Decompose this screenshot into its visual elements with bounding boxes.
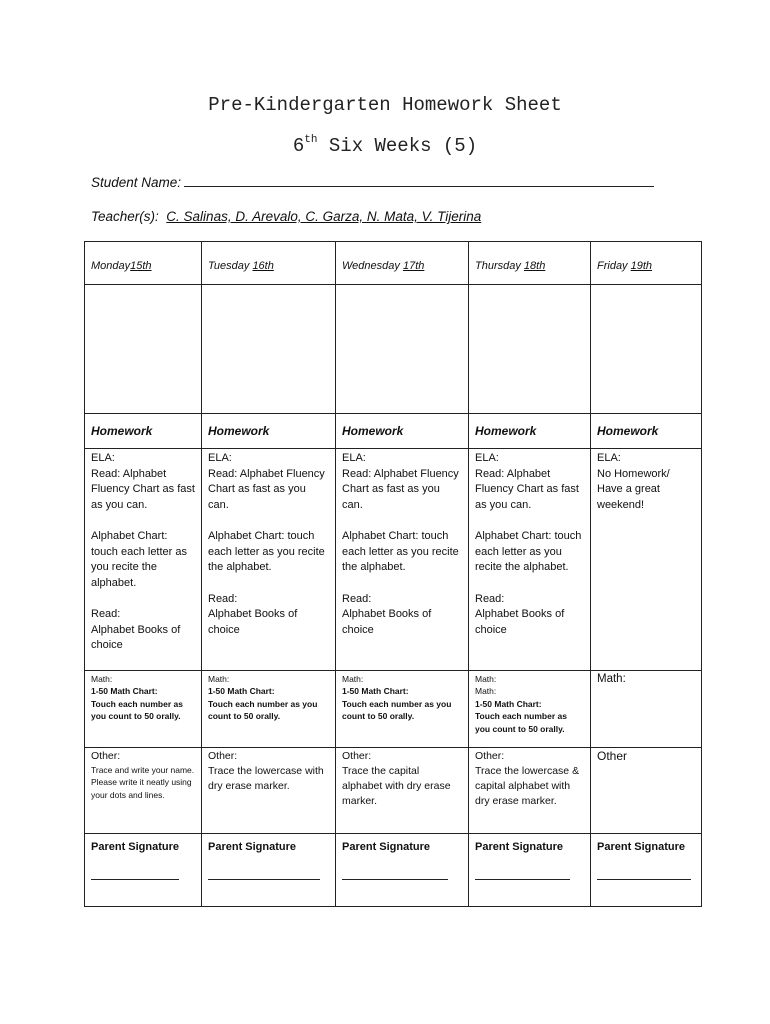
- signature-row: [85, 833, 702, 906]
- day-header: Thursday 18th: [469, 242, 591, 285]
- homework-table: [84, 241, 702, 907]
- homework-label: Homework: [85, 414, 202, 449]
- page-title: Pre-Kindergarten Homework Sheet: [208, 94, 562, 116]
- signature-line[interactable]: [597, 879, 691, 880]
- ela-row: [85, 449, 702, 671]
- math-cell: Math: 1-50 Math Chart: Touch each number as you count to 50 orally.: [202, 670, 336, 747]
- day-header: Tuesday 16th: [202, 242, 336, 285]
- math-cell: Math: 1-50 Math Chart: Touch each number as you count to 50 orally.: [85, 670, 202, 747]
- homework-label: Homework: [591, 414, 702, 449]
- blank-cell[interactable]: [591, 285, 702, 414]
- blank-cell[interactable]: [469, 285, 591, 414]
- ela-cell: ELA: Read: Alphabet Fluency Chart as fast as you can. Alphabet Chart: touch each letter as you recite the alphabet. Read: Alphabet Books of choice: [469, 449, 591, 671]
- math-row: [85, 670, 702, 747]
- teachers-line: [91, 209, 481, 224]
- other-cell: Other: Trace and write your name. Please write it neatly using your dots and lines.: [85, 747, 202, 833]
- student-name-field[interactable]: [91, 174, 654, 190]
- signature-line[interactable]: [342, 879, 448, 880]
- homework-label: Homework: [202, 414, 336, 449]
- math-cell: Math: Math: 1-50 Math Chart: Touch each number as you count to 50 orally.: [469, 670, 591, 747]
- signature-cell[interactable]: Parent Signature: [336, 833, 469, 906]
- ela-cell: ELA: Read: Alphabet Fluency Chart as fast as you can. Alphabet Chart: touch each letter as you recite the alphabet. Read: Alphabet Books of choice: [336, 449, 469, 671]
- day-header: Friday 19th: [591, 242, 702, 285]
- day-header: Wednesday 17th: [336, 242, 469, 285]
- day-header-row: [85, 242, 702, 285]
- ela-cell: ELA: Read: Alphabet Fluency Chart as fast as you can. Alphabet Chart: touch each letter as you recite the alphabet. Read: Alphabet Books of choice: [202, 449, 336, 671]
- other-cell: Other: Trace the capital alphabet with dry erase marker.: [336, 747, 469, 833]
- student-name-blank[interactable]: [184, 174, 654, 187]
- signature-cell[interactable]: Parent Signature: [591, 833, 702, 906]
- page-subtitle: 6th Six Weeks (5): [292, 133, 478, 157]
- day-header: Monday15th: [85, 242, 202, 285]
- signature-line[interactable]: [475, 879, 570, 880]
- signature-cell[interactable]: Parent Signature: [202, 833, 336, 906]
- blank-cell[interactable]: [202, 285, 336, 414]
- teachers-names: C. Salinas, D. Arevalo, C. Garza, N. Mata, V. Tijerina: [166, 209, 482, 224]
- ela-cell: ELA: No Homework/ Have a great weekend!: [591, 449, 702, 671]
- student-name-label: Student Name:: [91, 175, 182, 190]
- ela-cell: ELA: Read: Alphabet Fluency Chart as fast as you can. Alphabet Chart: touch each letter as you recite the alphabet. Read: Alphabet Books of choice: [85, 449, 202, 671]
- other-row: [85, 747, 702, 833]
- other-cell: Other: Trace the lowercase with dry erase marker.: [202, 747, 336, 833]
- math-cell: Math:: [591, 670, 702, 747]
- blank-cell[interactable]: [85, 285, 202, 414]
- math-cell: Math: 1-50 Math Chart: Touch each number as you count to 50 orally.: [336, 670, 469, 747]
- signature-cell[interactable]: Parent Signature: [469, 833, 591, 906]
- other-cell: Other: [591, 747, 702, 833]
- homework-label: Homework: [336, 414, 469, 449]
- blank-cell[interactable]: [336, 285, 469, 414]
- signature-line[interactable]: [208, 879, 320, 880]
- signature-line[interactable]: [91, 879, 179, 880]
- signature-cell[interactable]: Parent Signature: [85, 833, 202, 906]
- homework-label-row: [85, 414, 702, 449]
- homework-label: Homework: [469, 414, 591, 449]
- blank-row: [85, 285, 702, 414]
- other-cell: Other: Trace the lowercase & capital alphabet with dry erase marker.: [469, 747, 591, 833]
- teachers-label: Teacher(s):: [91, 209, 159, 224]
